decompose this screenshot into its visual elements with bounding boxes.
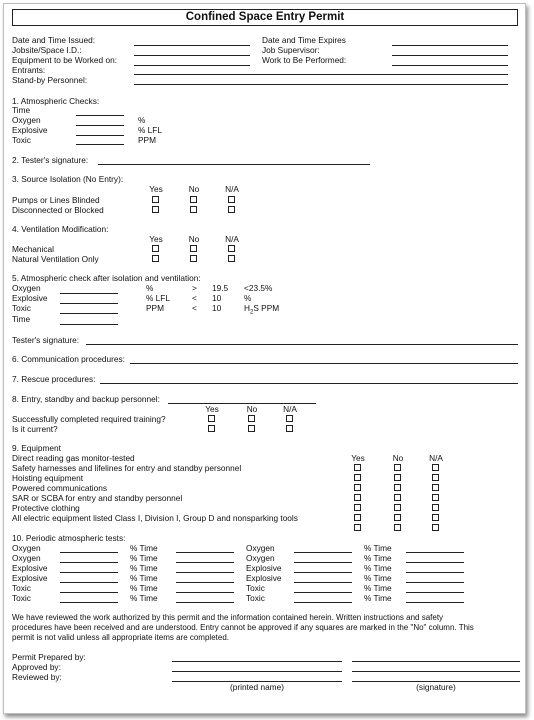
s4-yes-header: Yes [149,234,163,244]
reviewed-label: Reviewed by: [12,672,62,682]
s4-heading: 4. Ventilation Modification: [12,224,109,234]
s10-left-row-label: Explosive [12,573,48,583]
prepared-name-field[interactable] [172,661,342,662]
s10-left-time-field[interactable] [176,602,234,603]
s5-oxygen-op: > [192,283,197,293]
entrants-field[interactable] [134,74,508,75]
statement-line: We have reviewed the work authorized by this permit and the information contained herein. Written instructions and safety [12,613,444,622]
s5-h2s-sub: 2 [250,309,254,316]
s10-right-value-field[interactable] [294,582,352,583]
s9-row3-yes-checkbox[interactable] [354,484,361,491]
s9-row3-no-checkbox[interactable] [394,484,401,491]
s10-right-row-label: Oxygen [246,543,275,553]
s10-right-unit: % Time [364,573,392,583]
s10-right-unit: % Time [364,543,392,553]
s1-heading: 1. Atmospheric Checks: [12,96,100,106]
s4-row-label: Natural Ventilation Only [12,254,99,264]
s10-left-time-field[interactable] [176,572,234,573]
s9-row1-no-checkbox[interactable] [394,464,401,471]
s10-left-value-field[interactable] [60,572,118,573]
s8-row1-yes-checkbox[interactable] [208,415,215,422]
s10-left-time-field[interactable] [176,592,234,593]
s9-row7-yes-checkbox[interactable] [354,524,361,531]
approved-signature-field[interactable] [352,671,520,672]
s9-na-header: N/A [429,453,443,463]
s3-row-label: Pumps or Lines Blinded [12,195,100,205]
s1-toxic-label: Toxic [12,135,31,145]
tester2-label: Tester's signature: [12,335,80,345]
s10-right-time-field[interactable] [406,602,464,603]
approved-name-field[interactable] [172,671,342,672]
s9-row4-no-checkbox[interactable] [394,494,401,501]
s10-right-time-field[interactable] [406,592,464,593]
s10-left-row-label: Toxic [12,593,31,603]
s9-row6-na-checkbox[interactable] [432,514,439,521]
s9-row4-na-checkbox[interactable] [432,494,439,501]
permit-page [3,3,526,714]
s3-row1-na-checkbox[interactable] [228,196,235,203]
s8-row1-no-checkbox[interactable] [248,415,255,422]
s10-left-row-label: Toxic [12,583,31,593]
s9-heading: 9. Equipment [12,443,61,453]
s9-row2-na-checkbox[interactable] [432,474,439,481]
s1-oxygen-unit: % [138,115,146,125]
s8-row2-yes-checkbox[interactable] [208,425,215,432]
entrants-label: Entrants: [12,65,46,75]
s5-toxic-field[interactable] [60,313,118,314]
s6-label: 6. Communication procedures: [12,354,125,364]
s9-row1-yes-checkbox[interactable] [354,464,361,471]
s9-row-label: Hoisting equipment [12,473,84,483]
s9-row3-na-checkbox[interactable] [432,484,439,491]
jobsite-label: Jobsite/Space I.D.: [12,45,82,55]
s8-na-header: N/A [283,404,297,414]
printed-name-caption: (printed name) [230,682,284,692]
s1-explosive-field[interactable] [76,135,124,136]
s10-right-value-field[interactable] [294,552,352,553]
s3-yes-header: Yes [149,184,163,194]
s9-no-header: No [392,453,404,463]
s10-left-row-label: Oxygen [12,553,41,563]
s10-right-value-field[interactable] [294,572,352,573]
s3-no-header: No [188,184,200,194]
s9-row2-no-checkbox[interactable] [394,474,401,481]
s10-right-time-field[interactable] [406,552,464,553]
s9-row5-yes-checkbox[interactable] [354,504,361,511]
statement-line: permit is not valid unless all appropriate items are completed. [12,633,229,642]
s3-row2-na-checkbox[interactable] [228,206,235,213]
s4-na-header: N/A [225,234,239,244]
s8-row2-no-checkbox[interactable] [248,425,255,432]
s3-row1-yes-checkbox[interactable] [152,196,159,203]
s5-toxic-op: < [192,303,197,313]
s9-row7-no-checkbox[interactable] [394,524,401,531]
date-expires-label: Date and Time Expires [262,35,346,45]
s10-left-unit: % Time [130,583,158,593]
s7-field[interactable] [100,383,518,384]
s1-toxic-field[interactable] [76,144,124,145]
s9-row-label: Safety harnesses and lifelines for entry and standby personnel [12,463,242,473]
s5-toxic-limit: 10 [212,303,222,313]
s7-label: 7. Rescue procedures: [12,374,96,384]
s10-left-value-field[interactable] [60,602,118,603]
s10-right-unit: % Time [364,583,392,593]
s10-left-unit: % Time [130,553,158,563]
s10-right-time-field[interactable] [406,582,464,583]
s4-row2-yes-checkbox[interactable] [152,255,159,262]
s1-toxic-unit: PPM [138,135,156,145]
s4-row-label: Mechanical [12,244,54,254]
s10-left-time-field[interactable] [176,562,234,563]
prepared-signature-field[interactable] [352,661,520,662]
s9-row4-yes-checkbox[interactable] [354,494,361,501]
s3-row2-no-checkbox[interactable] [190,206,197,213]
s10-right-row-label: Explosive [246,573,282,583]
s5-oxygen-field[interactable] [60,293,118,294]
s10-left-row-label: Oxygen [12,543,41,553]
s9-row5-no-checkbox[interactable] [394,504,401,511]
s10-right-row-label: Explosive [246,563,282,573]
s5-explosive-op: < [192,293,197,303]
s10-right-value-field[interactable] [294,562,352,563]
s9-row-label: Powered communications [12,483,107,493]
s10-left-unit: % Time [130,543,158,553]
s4-row1-yes-checkbox[interactable] [152,245,159,252]
s8-row1-na-checkbox[interactable] [286,415,293,422]
s1-explosive-label: Explosive [12,125,48,135]
work-label: Work to Be Performed: [262,55,347,65]
s10-right-time-field[interactable] [406,562,464,563]
s4-row1-na-checkbox[interactable] [228,245,235,252]
page-title: Confined Space Entry Permit [12,9,518,26]
s5-h2s-rest: S PPM [253,303,280,313]
s9-row6-no-checkbox[interactable] [394,514,401,521]
s9-row7-na-checkbox[interactable] [432,524,439,531]
s3-row1-no-checkbox[interactable] [190,196,197,203]
s1-explosive-unit: % LFL [138,125,162,135]
s9-row-label: SAR or SCBA for entry and standby personnel [12,493,183,503]
date-issued-label: Date and Time Issued: [12,35,96,45]
s1-time-field[interactable] [76,115,124,116]
supervisor-field[interactable] [392,55,508,56]
jobsite-field[interactable] [134,55,250,56]
s9-row1-na-checkbox[interactable] [432,464,439,471]
s4-row1-no-checkbox[interactable] [190,245,197,252]
s10-right-row-label: Toxic [246,583,265,593]
s8-row-label: Successfully completed required training? [12,414,166,424]
s10-heading: 10. Periodic atmospheric tests: [12,533,126,543]
s8-row2-na-checkbox[interactable] [286,425,293,432]
s10-left-value-field[interactable] [60,582,118,583]
equipment-label: Equipment to be Worked on: [12,55,118,65]
s10-left-unit: % Time [130,593,158,603]
s4-row2-na-checkbox[interactable] [228,255,235,262]
s9-row-label: Direct reading gas monitor-tested [12,453,135,463]
s10-right-row-label: Oxygen [246,553,275,563]
supervisor-label: Job Supervisor: [262,45,320,55]
s10-left-unit: % Time [130,573,158,583]
s10-right-value-field[interactable] [294,592,352,593]
s10-left-time-field[interactable] [176,552,234,553]
s5-toxic-unit: PPM [146,303,164,313]
s5-toxic-limit-unit [244,303,279,318]
s3-row2-yes-checkbox[interactable] [152,206,159,213]
s10-right-row-label: Toxic [246,593,265,603]
s5-explosive-limit: 10 [212,293,222,303]
s10-left-unit: % Time [130,563,158,573]
s8-no-header: No [246,404,258,414]
s9-row-label: All electric equipment listed Class I, Division I, Group D and nonsparking tools [12,513,298,523]
s5-time-label: Time [12,314,31,324]
s10-left-value-field[interactable] [60,562,118,563]
s6-field[interactable] [130,363,518,364]
s10-right-value-field[interactable] [294,602,352,603]
s10-left-row-label: Explosive [12,563,48,573]
s2-heading: 2. Tester's signature: [12,155,89,165]
s9-row2-yes-checkbox[interactable] [354,474,361,481]
s10-left-value-field[interactable] [60,592,118,593]
s10-right-time-field[interactable] [406,572,464,573]
s4-row2-no-checkbox[interactable] [190,255,197,262]
s3-heading: 3. Source Isolation (No Entry): [12,174,124,184]
s10-right-unit: % Time [364,593,392,603]
s8-yes-header: Yes [205,404,219,414]
s5-time-field[interactable] [60,324,118,325]
s5-explosive-unit: % LFL [146,293,170,303]
date-issued-field[interactable] [134,45,250,46]
s9-row-label: Protective clothing [12,503,80,513]
s1-oxygen-label: Oxygen [12,115,41,125]
s5-oxygen-unit: % [146,283,154,293]
signature-caption: (signature) [416,682,456,692]
s3-na-header: N/A [225,184,239,194]
s10-left-time-field[interactable] [176,582,234,583]
date-expires-field[interactable] [392,45,508,46]
s5-toxic-label: Toxic [12,303,31,313]
approved-label: Approved by: [12,662,61,672]
s9-yes-header: Yes [351,453,365,463]
s1-oxygen-field[interactable] [76,125,124,126]
standby-field[interactable] [134,84,508,85]
prepared-label: Permit Prepared by: [12,652,86,662]
s10-right-unit: % Time [364,563,392,573]
s2-signature-field[interactable] [98,164,370,165]
s10-right-unit: % Time [364,553,392,563]
s8-heading: 8. Entry, standby and backup personnel: [12,394,160,404]
s9-row5-na-checkbox[interactable] [432,504,439,511]
s8-row-label: Is it current? [12,424,58,434]
s5-oxygen-max: <23.5% [244,283,273,293]
s10-left-value-field[interactable] [60,552,118,553]
work-field[interactable] [392,65,508,66]
s5-oxygen-label: Oxygen [12,283,41,293]
s5-oxygen-min: 19.5 [212,283,229,293]
s5-heading: 5. Atmospheric check after isolation and ventilation: [12,273,201,283]
s3-row-label: Disconnected or Blocked [12,205,104,215]
tester2-signature-field[interactable] [86,344,518,345]
s4-no-header: No [188,234,200,244]
s5-h2s-h: H [244,303,250,313]
s5-explosive-label: Explosive [12,293,48,303]
equipment-field[interactable] [134,65,250,66]
s5-explosive-field[interactable] [60,303,118,304]
s9-row6-yes-checkbox[interactable] [354,514,361,521]
standby-label: Stand-by Personnel: [12,75,88,85]
s5-explosive-limit-unit: % [244,293,252,303]
statement-line: procedures have been received and are understood. Entry cannot be approved if any squares are marked in the "No" column. This [12,623,474,632]
s1-time-label: Time [12,105,31,115]
